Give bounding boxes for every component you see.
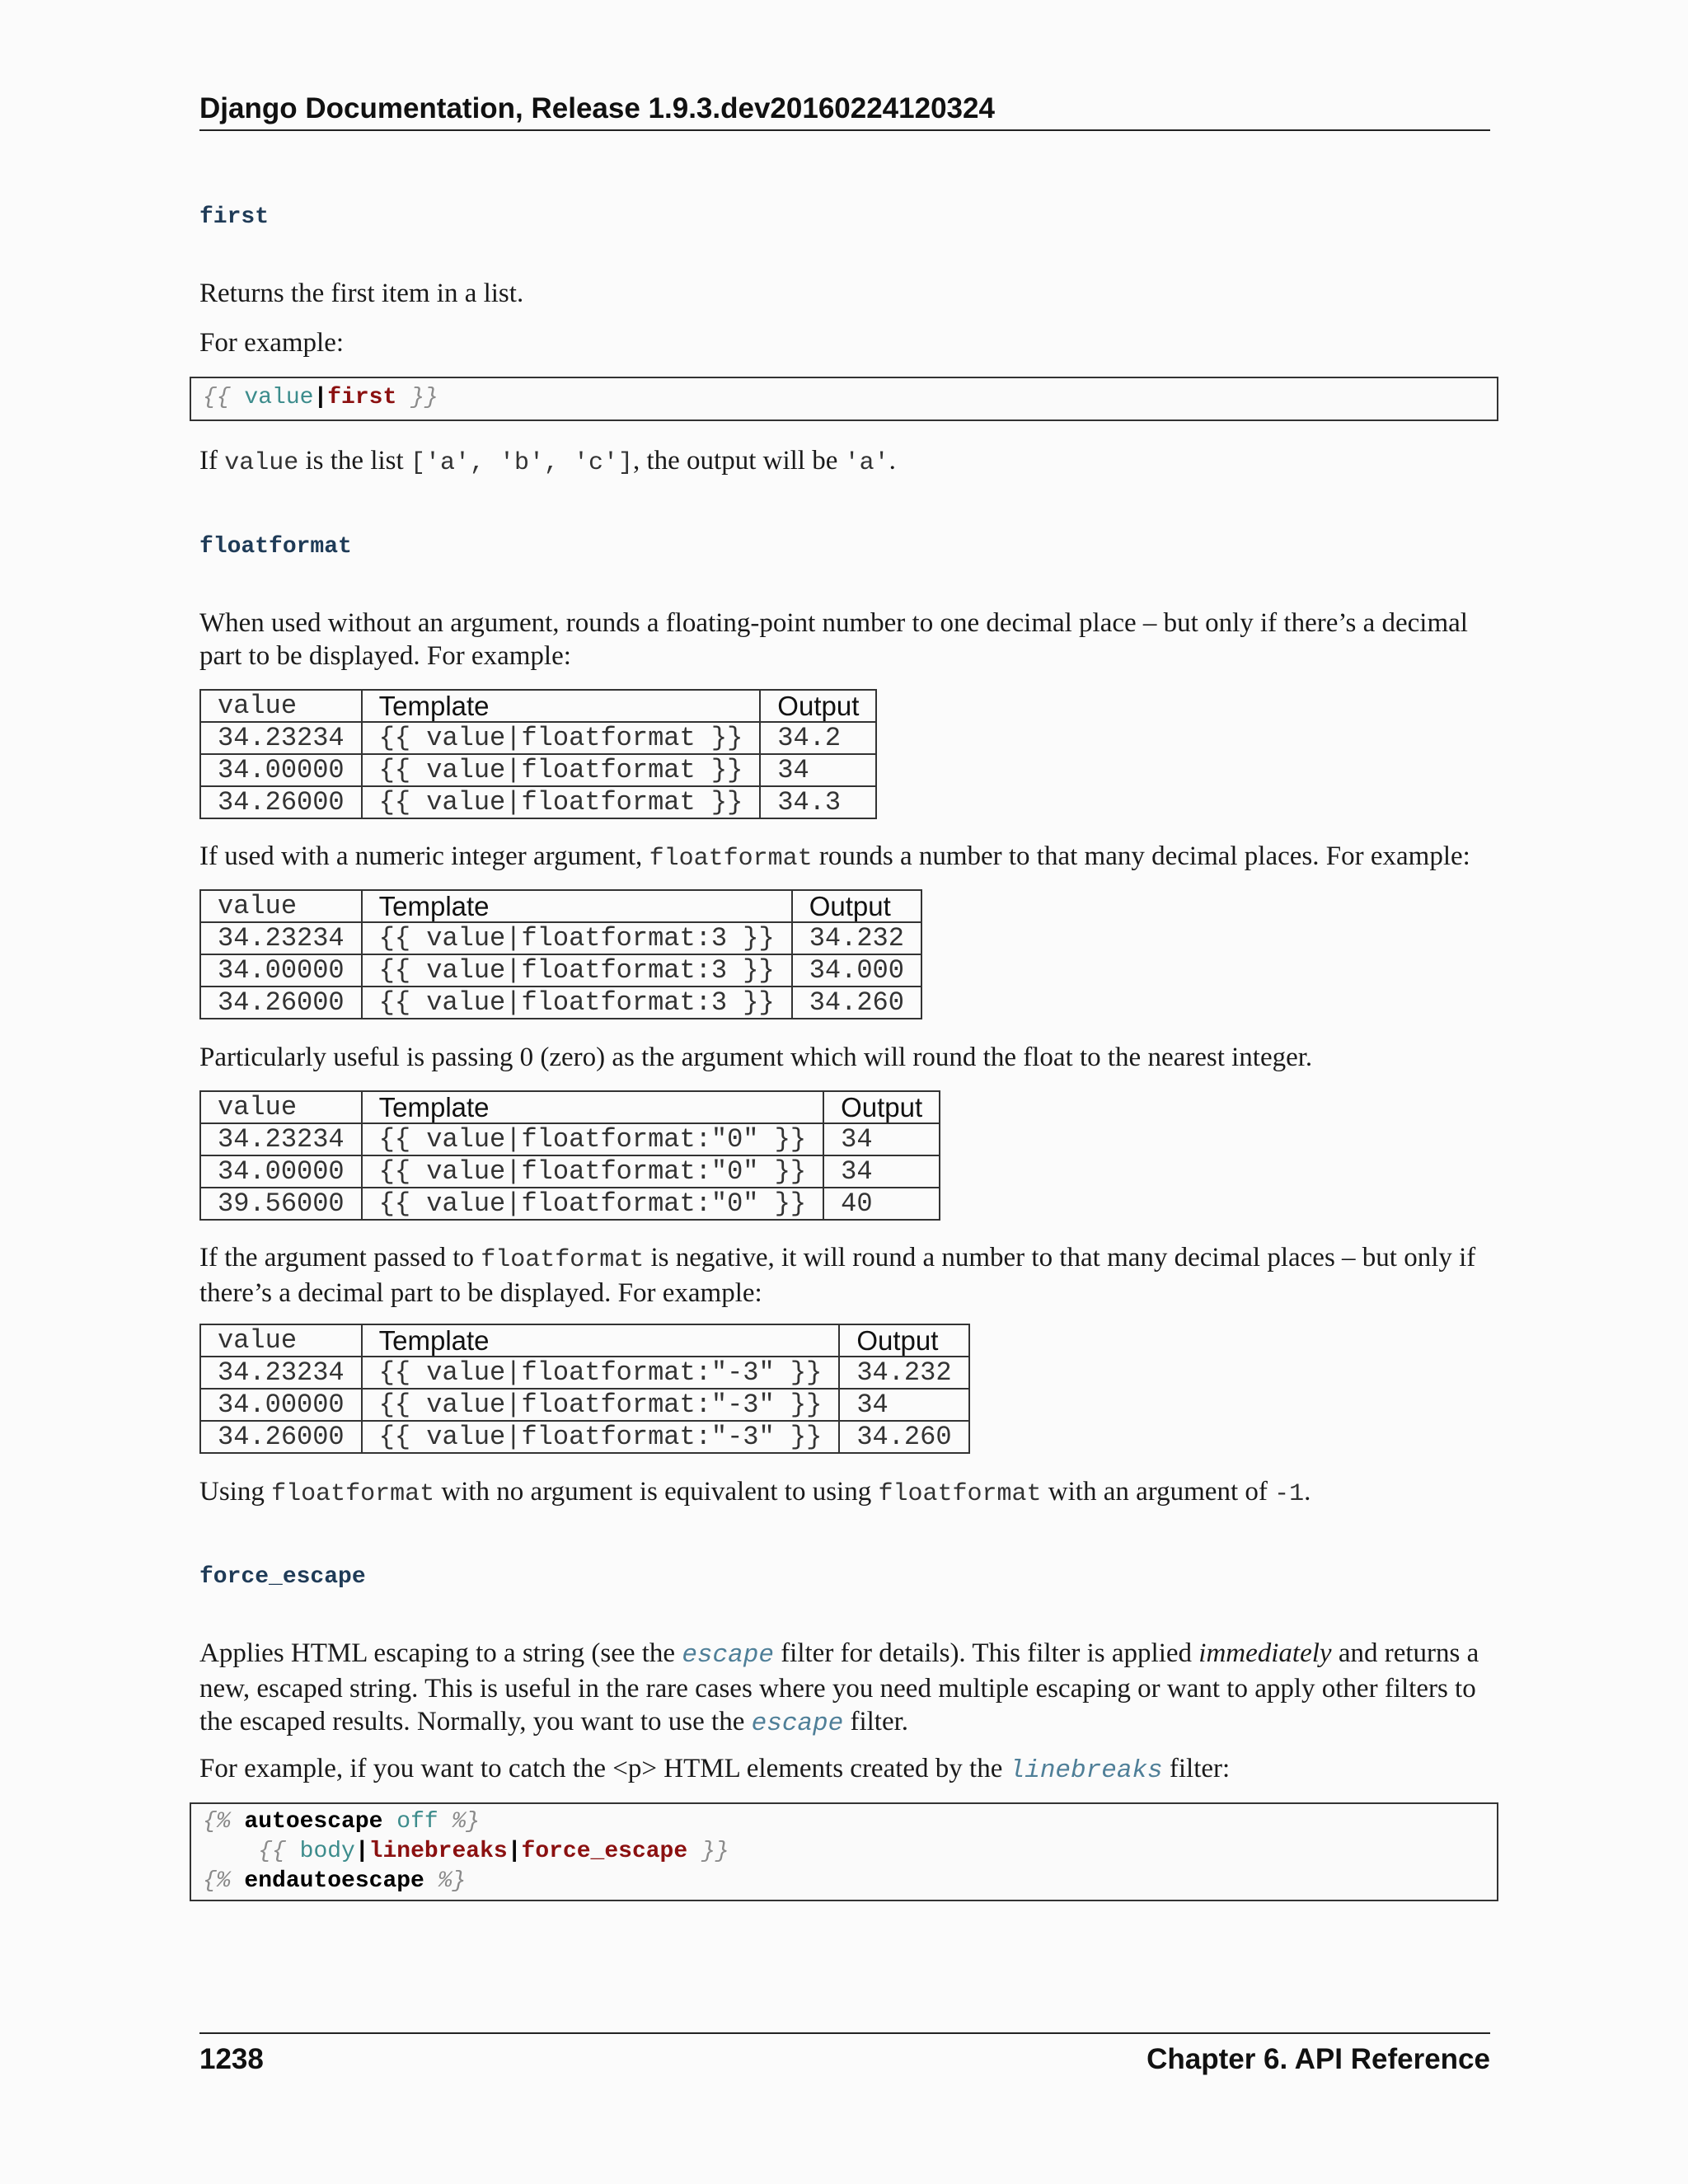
floatformat-table-4 [199,1324,970,1454]
table-header: Output [823,1091,940,1123]
table-cell: {{ value|floatformat:"-3" }} [362,1357,840,1389]
table-row [200,786,876,818]
escape-link[interactable]: escape [682,1641,774,1670]
table-row [200,1421,969,1453]
table-cell: 34.00000 [200,754,362,786]
table-row [200,922,921,954]
table-cell: {{ value|floatformat }} [362,754,761,786]
floatformat-intro: When used without an argument, rounds a floating-point number to one decimal place – but only if there’s a decimal part to be displayed. For example: [199,608,1468,671]
table-cell: {{ value|floatformat:"0" }} [362,1188,823,1220]
running-header: Django Documentation, Release 1.9.3.dev20160224120324 [199,92,995,124]
table-cell: {{ value|floatformat }} [362,786,761,818]
code-token: %} [452,1809,481,1835]
table-header: Output [792,890,921,922]
code-token: | [507,1839,522,1864]
table-cell: 34.26000 [200,1421,362,1453]
floatformat-negative-arg-paragraph: If the argument passed to floatformat is negative, it will round a number to that many decimal places – but only if there’s a decimal part to be displayed. For example: [199,1243,1476,1308]
table-row [200,954,921,987]
floatformat-table-2 [199,889,922,1019]
table-cell: {{ value|floatformat:"0" }} [362,1155,823,1188]
table-cell: {{ value|floatformat }} [362,722,761,754]
table-header-row [200,1324,969,1357]
table-cell: 34.00000 [200,1155,362,1188]
floatformat-integer-arg-paragraph: If used with a numeric integer argument, floatformat rounds a number to that many decimal places. For example: [199,841,1470,873]
table-header-row [200,690,876,722]
code-token: autoescape [244,1809,383,1835]
footer-rule [199,2032,1490,2034]
header-rule [199,129,1490,131]
table-cell: 34.232 [839,1357,968,1389]
floatformat-table-1 [199,689,877,819]
table-row [200,1357,969,1389]
table-cell: 34 [823,1155,940,1188]
table-cell: 34.23234 [200,1123,362,1155]
code-token: first [327,385,397,410]
code-token: {{ [258,1839,286,1864]
table-row [200,987,921,1019]
code-token: linebreaks [368,1839,508,1864]
force-escape-description: Applies HTML escaping to a string (see the escape filter for details). This filter is applied immediately and returns a new, escaped string. This is useful in the rare cases where you need multiple escaping or want to apply other filters to the escaped results. Normally, you want to use the escape filter. [199,1638,1479,1738]
page-number: 1238 [199,2043,264,2075]
table-cell: 34.260 [839,1421,968,1453]
table-header-row [200,1091,940,1123]
table-cell: {{ value|floatformat:3 }} [362,922,792,954]
table-cell: 34.232 [792,922,921,954]
table-cell: {{ value|floatformat:"-3" }} [362,1421,840,1453]
code-token: {{ [203,385,231,410]
table-cell: 34.260 [792,987,921,1019]
table-cell: 34.23234 [200,922,362,954]
section-title-first: first [199,204,270,230]
table-header: Template [362,1324,840,1357]
table-row [200,1188,940,1220]
code-token: {% [203,1868,231,1894]
floatformat-table-3 [199,1090,940,1221]
code-token: value [244,385,314,410]
table-header: Template [362,890,792,922]
section-title-force-escape: force_escape [199,1564,366,1590]
code-block-force-escape [190,1802,1498,1901]
section-title-floatformat: floatformat [199,534,352,560]
table-cell: 34.26000 [200,987,362,1019]
linebreaks-link[interactable]: linebreaks [1009,1756,1163,1785]
table-cell: 34 [823,1123,940,1155]
first-for-example: For example: [199,328,345,358]
escape-link[interactable]: escape [751,1709,844,1738]
code-line [203,1809,480,1835]
table-cell: {{ value|floatformat:3 }} [362,954,792,987]
chapter-title: Chapter 6. API Reference [1146,2043,1490,2075]
table-header-row [200,890,921,922]
code-line [203,1839,729,1864]
table-header: Output [760,690,876,722]
code-token: body [299,1839,355,1864]
code-block-first [190,377,1498,421]
code-token: }} [410,385,438,410]
table-cell: 34 [760,754,876,786]
table-cell: 34 [839,1389,968,1421]
table-row [200,1389,969,1421]
table-cell: 40 [823,1188,940,1220]
code-line [203,1868,466,1894]
table-header: value [200,1091,362,1123]
table-cell: 34.000 [792,954,921,987]
floatformat-no-arg-paragraph: Using floatformat with no argument is equivalent to using floatformat with an argument of -1. [199,1477,1311,1508]
table-cell: 34.23234 [200,722,362,754]
table-row [200,754,876,786]
floatformat-zero-arg-paragraph: Particularly useful is passing 0 (zero) as the argument which will round the float to the nearest integer. [199,1043,1313,1072]
table-header: Output [839,1324,968,1357]
code-token: | [313,385,328,410]
table-header: value [200,890,362,922]
first-description: Returns the first item in a list. [199,279,524,308]
table-cell: 34.2 [760,722,876,754]
table-cell: 39.56000 [200,1188,362,1220]
table-cell: {{ value|floatformat:3 }} [362,987,792,1019]
code-token: {% [203,1809,231,1835]
code-token: off [396,1809,438,1835]
table-header: Template [362,1091,823,1123]
code-token: | [354,1839,369,1864]
table-cell: 34.23234 [200,1357,362,1389]
table-cell: {{ value|floatformat:"0" }} [362,1123,823,1155]
code-token: force_escape [521,1839,688,1864]
code-token: }} [701,1839,729,1864]
table-row [200,722,876,754]
table-row [200,1155,940,1188]
table-cell: 34.3 [760,786,876,818]
table-header: value [200,690,362,722]
table-cell: 34.00000 [200,1389,362,1421]
force-escape-example-paragraph: For example, if you want to catch the <p> HTML elements created by the linebreaks filter: [199,1754,1231,1785]
table-cell: 34.00000 [200,954,362,987]
table-header: value [200,1324,362,1357]
code-line [203,385,438,410]
table-header: Template [362,690,761,722]
table-cell: {{ value|floatformat:"-3" }} [362,1389,840,1421]
code-token: %} [438,1868,467,1894]
first-result-paragraph: If value is the list ['a', 'b', 'c'], the output will be 'a'. [199,446,896,477]
table-cell: 34.26000 [200,786,362,818]
table-row [200,1123,940,1155]
code-token: endautoescape [244,1868,424,1894]
